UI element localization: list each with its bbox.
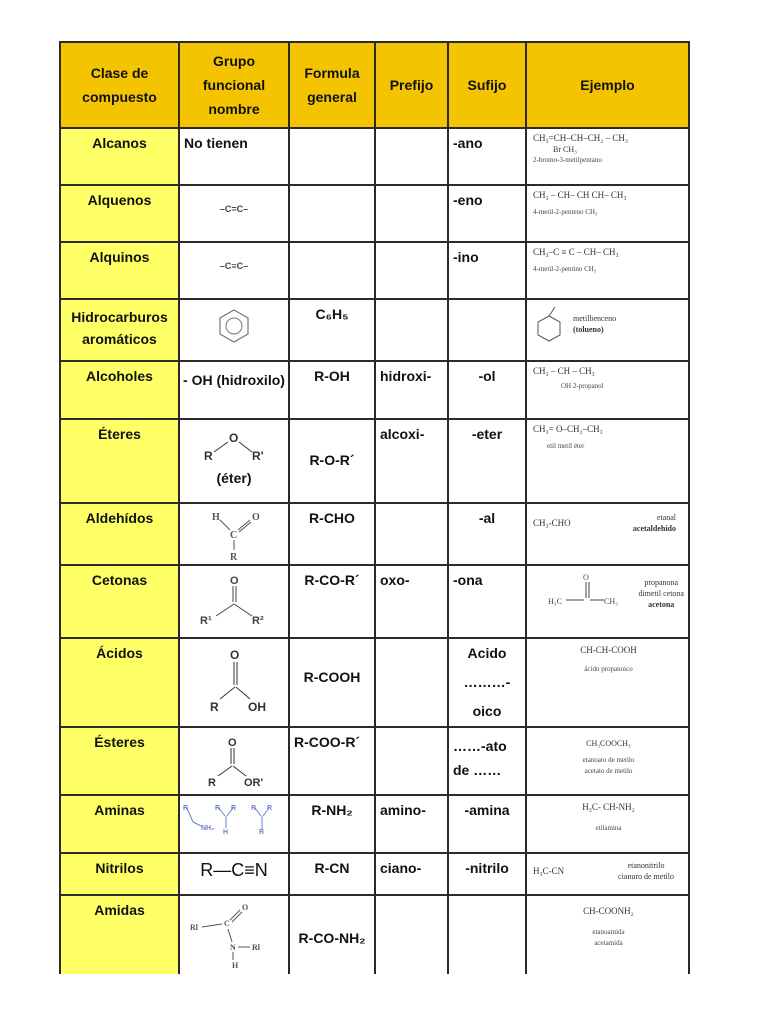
formula-cell: R-CO-R´ (289, 565, 375, 638)
grupo-cell: R—C≡N (179, 853, 289, 895)
ejemplo-line: CH₃ – CH– CH CH– CH₃ (533, 190, 627, 200)
ejemplo-cell (526, 565, 689, 638)
ejemplo-line: acetamida (594, 939, 623, 947)
toluene-structure-icon (533, 304, 567, 344)
formula-cell: R-COOH (289, 638, 375, 727)
header-row (60, 42, 689, 128)
svg-text:O: O (242, 903, 249, 912)
sufijo-cell: -eno (448, 185, 526, 242)
formula-cell: R-COO-R´ (289, 727, 375, 795)
prefijo-cell (375, 299, 448, 361)
ejemplo-line: CH₃ – CH – CH₃ (533, 366, 595, 376)
svg-text:–C=C–: –C=C– (219, 204, 249, 214)
prefijo-cell (375, 128, 448, 185)
sufijo-cell: -ona (448, 565, 526, 638)
ejemplo-line: CH₃= O–CH₂–CH₃ (533, 424, 603, 434)
functional-groups-table (59, 41, 688, 970)
svg-text:H: H (212, 512, 220, 523)
svg-text:N: N (230, 943, 236, 952)
svg-text:R²: R² (252, 615, 264, 627)
clase-cell: Alcoholes (60, 361, 179, 419)
ejemplo-line: 4-metil-2-pentino CH₃ (533, 265, 597, 273)
formula-cell: R-CO-NH₂ (289, 895, 375, 974)
grupo-cell: No tienen (179, 128, 289, 185)
ejemplo-line: (tolueno) (573, 325, 604, 334)
clase-cell: Alquenos (60, 185, 179, 242)
ejemplo-line: OH 2-propanol (561, 382, 604, 390)
svg-text:O: O (252, 512, 260, 523)
sufijo-cell: -ino (448, 242, 526, 299)
ether-structure-icon (194, 426, 274, 466)
grupo-cell (179, 299, 289, 361)
table-row (60, 503, 689, 565)
svg-text:C: C (230, 530, 238, 541)
header-prefijo: Prefijo (375, 42, 448, 128)
amine-structures-icon (181, 802, 287, 836)
sufijo-cell: ……-ato de …… (448, 727, 526, 795)
formula-cell: R-CHO (289, 503, 375, 565)
ejemplo-cell (526, 361, 689, 419)
table-row (60, 128, 689, 185)
table-row (60, 565, 689, 638)
ejemplo-line: etanoato de metilo (582, 756, 635, 764)
ejemplo-line: etanoamida (592, 928, 625, 936)
header-grupo: Grupo funcional nombre (179, 42, 289, 128)
ejemplo-cell (526, 503, 689, 565)
sufijo-cell: -ol (448, 361, 526, 419)
ejemplo-line: etanal (656, 513, 676, 522)
svg-text:O: O (582, 573, 589, 582)
svg-text:R: R (230, 552, 238, 563)
svg-text:Rl: Rl (252, 943, 260, 952)
ejemplo-line: Br CH₃ (553, 145, 577, 154)
ejemplo-cell (526, 853, 689, 895)
grupo-cell (179, 185, 289, 242)
grupo-caption: (éter) (216, 470, 252, 486)
table-row (60, 727, 689, 795)
ejemplo-line: CH-COONH₂ (583, 906, 634, 916)
ejemplo-line: propanona (644, 577, 679, 587)
svg-text:OH: OH (248, 700, 266, 714)
ejemplo-line: etil metil éter (547, 442, 585, 450)
ejemplo-line: etilamina (595, 824, 622, 832)
ejemplo-cell (526, 128, 689, 185)
grupo-cell (179, 727, 289, 795)
sufijo-cell (448, 895, 526, 974)
ejemplo-cell (526, 242, 689, 299)
aldehyde-structure-icon (194, 510, 274, 564)
carboxylic-acid-structure-icon (194, 645, 274, 717)
amide-structure-icon (186, 902, 282, 974)
ejemplo-cell (526, 795, 689, 853)
svg-text:C: C (224, 919, 230, 928)
ejemplo-line: etanonitrilo (627, 861, 665, 870)
sufijo-cell: -amina (448, 795, 526, 853)
table-row (60, 895, 689, 974)
ejemplo-cell (526, 419, 689, 503)
header-ejemplo: Ejemplo (526, 42, 689, 128)
table-row (60, 242, 689, 299)
formula-cell: R-CN (289, 853, 375, 895)
ejemplo-cell (526, 185, 689, 242)
svg-text:NH₂: NH₂ (201, 825, 215, 832)
prefijo-cell: alcoxi- (375, 419, 448, 503)
clase-cell: Éteres (60, 419, 179, 503)
ejemplo-line: acetona (648, 599, 675, 609)
svg-text:R: R (183, 805, 189, 812)
acetone-structure-icon (546, 570, 626, 616)
prefijo-cell: oxo- (375, 565, 448, 638)
svg-text:R¹: R¹ (200, 615, 212, 627)
svg-text:R: R (251, 805, 257, 812)
sufijo-cell (448, 299, 526, 361)
ejemplo-line: CH₃COOCH₃ (586, 739, 631, 748)
header-clase: Clase de compuesto (60, 42, 179, 128)
prefijo-cell (375, 185, 448, 242)
formula-cell: R-NH₂ (289, 795, 375, 853)
prefijo-cell: ciano- (375, 853, 448, 895)
grupo-cell (179, 638, 289, 727)
ejemplo-line: 4-metil-2-penteno CH₃ (533, 208, 598, 216)
grupo-cell (179, 242, 289, 299)
ejemplo-line: CH-CH-COOH (580, 645, 637, 655)
table-row (60, 299, 689, 361)
ejemplo-cell (526, 299, 689, 361)
formula-cell: R-O-R´ (289, 419, 375, 503)
svg-text:R: R (215, 805, 221, 812)
ketone-structure-icon (192, 572, 276, 632)
prefijo-cell (375, 895, 448, 974)
prefijo-cell (375, 727, 448, 795)
table-row (60, 361, 689, 419)
ejemplo-line: ácido propanoico (584, 665, 633, 673)
table-row (60, 638, 689, 727)
table-row (60, 795, 689, 853)
prefijo-cell: amino- (375, 795, 448, 853)
svg-text:O: O (229, 431, 239, 445)
grupo-cell: - OH (hidroxilo) (179, 361, 289, 419)
svg-text:R: R (259, 829, 265, 836)
ejemplo-line: dimetil cetona (638, 588, 684, 598)
sufijo-cell: -al (448, 503, 526, 565)
ejemplo-line: metilbenceno (573, 314, 617, 323)
svg-text:R: R (231, 805, 237, 812)
ejemplo-line: acetaldehído (632, 524, 676, 533)
formula-cell (289, 128, 375, 185)
formula-cell: R-OH (289, 361, 375, 419)
ejemplo-line: cianuro de metilo (618, 872, 674, 881)
formula-cell (289, 242, 375, 299)
prefijo-cell (375, 638, 448, 727)
clase-cell: Alcanos (60, 128, 179, 185)
ejemplo-line: H₃C- CH-NH₂ (582, 802, 635, 812)
svg-text:R: R (210, 700, 219, 714)
sufijo-cell: Acido ………- oico (448, 638, 526, 727)
svg-text:O: O (230, 575, 239, 587)
svg-text:H: H (223, 829, 229, 836)
formula-cell (289, 185, 375, 242)
svg-text:OR': OR' (244, 777, 264, 789)
svg-text:H₃C: H₃C (547, 597, 562, 606)
clase-cell: Alquinos (60, 242, 179, 299)
grupo-cell (179, 895, 289, 974)
sufijo-cell: -eter (448, 419, 526, 503)
prefijo-cell (375, 242, 448, 299)
clase-cell: Aminas (60, 795, 179, 853)
clase-cell: Cetonas (60, 565, 179, 638)
sufijo-cell: -ano (448, 128, 526, 185)
clase-cell: Ácidos (60, 638, 179, 727)
clase-cell: Amidas (60, 895, 179, 974)
clase-cell: Ésteres (60, 727, 179, 795)
table-row (60, 419, 689, 503)
benzene-ring-icon (214, 306, 254, 346)
grupo-cell (179, 503, 289, 565)
ejemplo-line: CH₃–C ≡ C – CH– CH₃ (533, 247, 619, 257)
header-sufijo: Sufijo (448, 42, 526, 128)
triple-bond-icon (204, 249, 264, 279)
sufijo-cell: -nitrilo (448, 853, 526, 895)
prefijo-cell: hidroxi- (375, 361, 448, 419)
clase-cell: Aldehídos (60, 503, 179, 565)
grupo-cell (179, 565, 289, 638)
ejemplo-line: 2-bromo-3-metilpentano (533, 156, 602, 164)
table-row (60, 185, 689, 242)
clase-cell: Nitrilos (60, 853, 179, 895)
double-bond-icon (204, 192, 264, 222)
svg-text:–C≡C–: –C≡C– (219, 261, 249, 271)
ejemplo-cell (526, 727, 689, 795)
table-row (60, 853, 689, 895)
clase-cell: Hidrocarburos aromáticos (60, 299, 179, 361)
prefijo-cell (375, 503, 448, 565)
svg-text:H: H (232, 961, 239, 970)
svg-text:O: O (230, 648, 240, 662)
ejemplo-line: CH₃=CH–CH–CH₂ – CH₃ (533, 133, 629, 143)
svg-text:R: R (208, 777, 216, 789)
ejemplo-cell (526, 895, 689, 974)
svg-text:R': R' (252, 449, 264, 463)
grupo-cell (179, 795, 289, 853)
svg-text:CH₃: CH₃ (603, 597, 618, 606)
svg-text:O: O (228, 737, 237, 749)
svg-text:Rl: Rl (190, 923, 198, 932)
svg-text:R: R (204, 449, 213, 463)
header-formula: Formula general (289, 42, 375, 128)
formula-cell: C₆H₅ (289, 299, 375, 361)
grupo-cell (179, 419, 289, 503)
ejemplo-line: acetato de metilo (584, 767, 633, 775)
svg-text:R: R (267, 805, 273, 812)
ejemplo-line: CH₃-CHO (533, 518, 571, 528)
ejemplo-cell (526, 638, 689, 727)
ester-structure-icon (192, 734, 276, 792)
ejemplo-line: H₃C-CN (533, 865, 565, 876)
